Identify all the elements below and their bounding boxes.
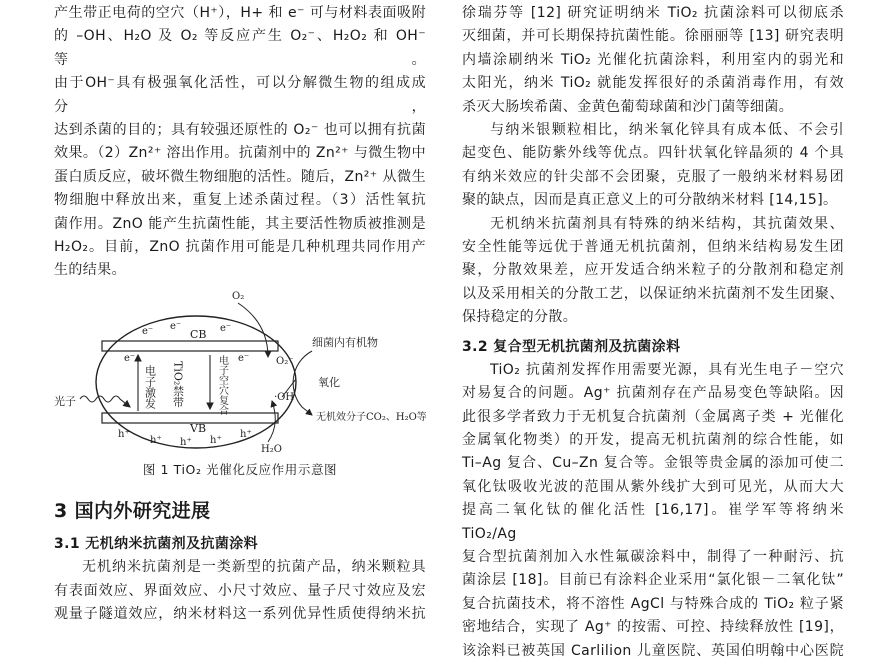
water-label: H₂O: [261, 443, 282, 452]
text-line: 聚，分散效果差，应开发适合纳米粒子的分散剂和稳定剂: [462, 262, 844, 279]
text-line: 的 –OH、H₂O 及 O₂ 等反应产生 O₂⁻、H₂O₂ 和 OH⁻ 等。: [54, 28, 426, 68]
subsection-heading: 3.1 无机纳米抗菌剂及抗菌涂料: [54, 536, 259, 553]
hole-label: h⁺: [180, 436, 192, 448]
text-line: 复合型抗菌剂加入水性氟碳涂料中，制得了一种耐污、抗: [462, 548, 844, 565]
text-line: 此很多学者致力于无机复合抗菌剂（金属离子类 + 光催化: [462, 408, 844, 425]
recombination-label: 电子空穴复合: [216, 354, 228, 415]
oxidation-label: 氧化: [318, 375, 340, 389]
hole-label: h⁺: [210, 434, 222, 446]
text-line: 生的结果。: [54, 262, 126, 279]
subsection-heading: 3.2 复合型无机抗菌剂及抗菌涂料: [462, 338, 681, 355]
text-line: 对易复合的问题。Ag⁺ 抗菌剂存在产品易变色等缺陷。因: [462, 385, 844, 402]
paragraph-dispersion: [462, 213, 844, 330]
text-line: 起变色、能防紫外线等优点。四针状氧化锌晶须的 4 个具: [462, 145, 844, 162]
electron-label: e⁻: [220, 322, 232, 334]
text-line: 由于OH⁻具有极强氧化活性，可以分解微生物的组成成分，: [54, 75, 426, 115]
text-line: 有表面效应、界面效应、小尺寸效应、量子尺寸效应及宏: [54, 582, 426, 599]
photon-wave-arrow: [80, 396, 130, 407]
section-heading: 3 国内外研究进展: [54, 500, 211, 523]
paragraph-composite: [462, 359, 844, 663]
text-line: Ti–Ag 复合、Cu–Zn 复合等。金银等贵金属的添加可使二: [462, 455, 844, 472]
electron-label: e⁻: [124, 352, 136, 364]
text-line: 安全性能等远优于普通无机抗菌剂，但纳米结构易发生团: [462, 239, 844, 256]
text-line: 复合抗菌技术，将不溶性 AgCl 与特殊合成的 TiO₂ 粒子紧: [462, 595, 844, 612]
text-line: 聚的缺点，因而是真正意义上的可分散纳米材料 [14,15]。: [462, 192, 838, 209]
text-line: 密地结合，实现了 Ag⁺ 的按需、可控、持续释放性 [19]，: [462, 619, 844, 636]
text-line: 保持稳定的分散。: [462, 309, 578, 326]
text-line: 氧化钛吸收光波的范围从紫外线扩大到可见光，从而大大: [462, 478, 844, 495]
bacterial-organics-label: 细菌内有机物: [312, 335, 378, 349]
figure-caption: 图 1 TiO₂ 光催化反应作用示意图: [142, 461, 338, 477]
text-line: 产生带正电荷的空穴（H⁺），H+ 和 e⁻ 可与材料表面吸附: [54, 5, 426, 21]
electron-label: e⁻: [170, 320, 182, 332]
paragraph-nano-intro: [54, 556, 426, 626]
hole-label: h⁺: [240, 428, 252, 440]
text-line: 提高二氧化钛的催化活性 [16,17]。崔学军等将纳米 TiO₂/Ag: [462, 502, 844, 542]
conduction-band: [102, 341, 278, 351]
text-line: 太阳光，纳米 TiO₂ 就能发挥很好的杀菌消毒作用，有效: [462, 75, 844, 92]
paragraph-mechanism: [54, 2, 426, 283]
superoxide-label: O₂⁻: [276, 355, 294, 367]
text-line: 效果。（2）Zn²⁺ 溶出作用。抗菌剂中的 Zn²⁺ 与微生物中: [54, 145, 426, 162]
hole-label: h⁺: [150, 434, 162, 446]
text-line: 菌涂层 [18]。目前已有涂料企业采用“氯化银－二氧化钛”: [462, 572, 844, 589]
hole-label: h⁺: [118, 428, 130, 440]
excitation-label: 电子激发: [143, 364, 157, 409]
cb-label: CB: [190, 327, 207, 341]
photon-label: 光子: [54, 394, 76, 408]
text-line: 有纳米效应的针尖部不会团聚，克服了一般纳米材料易团: [462, 168, 844, 185]
figure-diagram: [54, 287, 426, 452]
text-line: 与纳米银颗粒相比，纳米氧化锌具有成本低、不会引: [490, 122, 844, 139]
text-line: 物细胞中释放出来，重复上述杀菌过程。（3）活性氧抗: [54, 192, 426, 209]
text-line: 观量子隧道效应，纳米材料这一系列优异性质使得纳米抗: [54, 606, 426, 623]
paragraph-zno-advantages: [462, 119, 844, 213]
text-line: 达到杀菌的目的；具有较强还原性的 O₂⁻ 也可以拥有抗菌: [54, 122, 426, 139]
text-line: 蛋白质反应，破坏微生物细胞的活性。随后，Zn²⁺ 从微生: [54, 168, 426, 185]
o2-reduction-arrow: [238, 303, 268, 357]
text-line: 徐瑞芬等 [12] 研究证明纳米 TiO₂ 抗菌涂料可以彻底杀: [462, 5, 844, 21]
text-line: 无机纳米抗菌剂具有特殊的纳米结构，其抗菌效果、: [490, 215, 844, 232]
paragraph-tio2-studies: [462, 2, 844, 119]
text-line: 菌作用。ZnO 能产生抗菌性能，其主要活性物质被推测是: [54, 215, 426, 232]
electron-label: e⁻: [238, 352, 250, 364]
o2-top-label: O₂: [232, 290, 245, 302]
hydroxyl-radical-label: ·OH: [274, 391, 295, 403]
electron-label: e⁻: [142, 325, 154, 337]
tio2-photocatalysis-figure: [54, 287, 426, 452]
text-line: 内墙涂刷纳米 TiO₂ 光催化抗菌涂料，利用室内的弱光和: [462, 51, 844, 68]
text-line: TiO₂ 抗菌剂发挥作用需要光源，具有光生电子－空穴: [490, 361, 844, 378]
h2o-oxidation-arrow: [268, 401, 275, 442]
text-line: 金属氧化物类）的开发，提高无机抗菌剂的综合性能，如: [462, 431, 844, 448]
text-line: 杀灭大肠埃希菌、金黄色葡萄球菌和沙门菌等细菌。: [462, 98, 794, 115]
text-line: 以及采用相关的分散工艺，以保证纳米抗菌剂不发生团聚、: [462, 285, 844, 302]
products-label: 无机效分子CO₂、H₂O等: [316, 411, 426, 423]
text-line: 无机纳米抗菌剂是一类新型的抗菌产品，纳米颗粒具: [82, 559, 426, 576]
vb-label: VB: [190, 421, 207, 435]
band-gap-label: TiO₂禁带: [171, 360, 185, 408]
text-line: 该涂料已被英国 Carlilion 儿童医院、英国伯明翰中心医院: [462, 642, 844, 659]
text-line: H₂O₂。目前，ZnO 抗菌作用可能是几种机理共同作用产: [54, 239, 426, 256]
right-column: [462, 0, 844, 663]
text-line: 灭细菌，并可长期保持抗菌性能。徐丽丽等 [13] 研究表明: [462, 28, 844, 45]
left-column: [54, 0, 426, 627]
